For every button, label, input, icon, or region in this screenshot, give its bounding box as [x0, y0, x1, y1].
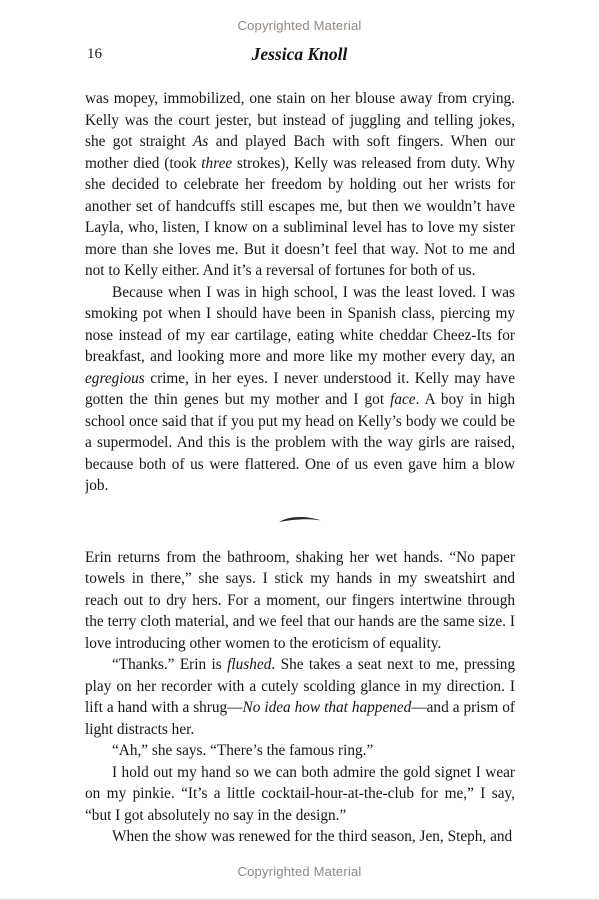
- text-run: . She takes a seat next to me, pressing play on her recorder with a cutely scolding glance in my direction. I lift a hand with a shrug—: [85, 656, 515, 716]
- text-run: strokes), Kelly was released from duty. Why she decided to celebrate her freedom by holding out her wrists for another set of handcuffs still escapes me, but then we wouldn’t have Layla, who, listen, I know on a subliminal level has to love my sister more than she loves me. But it doesn’t feel that way. Not to me and not to Kelly either. And it’s a reversal of fortunes for both of us.: [85, 154, 515, 279]
- paragraph: [85, 826, 515, 848]
- paragraph: [85, 282, 515, 497]
- page-body: [85, 88, 515, 851]
- text-run: Because when I was in high school, I was the least loved. I was smoking pot when I should have been in Spanish class, piercing my nose instead of my ear cartilage, eating white cheddar Cheez-Its for breakfast, and looking more and more like my mother every day, an: [85, 283, 515, 365]
- section-break-ornament: [277, 514, 323, 526]
- italic-text: egregious: [85, 369, 145, 387]
- italic-text: face: [390, 391, 416, 408]
- body-section-1: [85, 88, 515, 497]
- text-run: “Ah,” she says. “There’s the famous ring.”: [112, 742, 374, 759]
- body-section-2: [85, 547, 515, 848]
- text-run: crime, in her eyes. I never understood it. Kelly may have gotten the thin genes but my mother and I got: [85, 369, 515, 408]
- text-run: . A boy in high school once said that if you put my head on Kelly’s body we could be a supermodel. And this is the problem with the way girls are raised, because both of us were flattered. One of us even gave him a blow job.: [85, 391, 515, 494]
- text-run: When the show was renewed for the third season, Jen, Steph, and: [112, 828, 513, 845]
- italic-text: flushed: [227, 656, 272, 673]
- paragraph: [85, 740, 515, 762]
- page-number: 16: [87, 46, 102, 62]
- text-run: Erin returns from the bathroom, shaking her wet hands. “No paper towels in there,” she says. I stick my hands in my sweatshirt and reach out to dry hers. For a moment, our fingers intertwine through the terry cloth material, and we feel that our hands are the same size. I love introducing other women to the eroticism of equality.: [85, 548, 515, 652]
- copyright-banner-bottom: Copyrighted Material: [237, 864, 362, 879]
- text-run: “Thanks.” Erin is: [112, 656, 228, 673]
- italic-text: As: [193, 133, 209, 150]
- text-run: I hold out my hand so we can both admire the gold signet I wear on my pinkie. “It’s a little cocktail-hour-at-the-club for me,” I say, “but I got absolutely no say in the design.”: [85, 763, 515, 824]
- italic-text: No idea how that happened: [242, 699, 412, 716]
- paragraph: [85, 547, 515, 655]
- text-run: was mopey, immobilized, one stain on her blouse away from crying. Kelly was the court jester, but instead of juggling and telling jokes, she got straight: [85, 90, 515, 150]
- paragraph: [85, 654, 515, 740]
- running-header: [85, 44, 514, 68]
- text-run: —and a prism of light distracts her.: [85, 699, 515, 738]
- copyright-banner-top: Copyrighted Material: [237, 18, 362, 33]
- text-run: and played Bach with soft fingers. When our mother died (took: [85, 133, 515, 172]
- paragraph: [85, 762, 515, 827]
- italic-text: three: [201, 154, 233, 172]
- running-header-author: Jessica Knoll: [251, 44, 348, 64]
- section-break: [85, 513, 515, 527]
- paragraph: [85, 88, 515, 282]
